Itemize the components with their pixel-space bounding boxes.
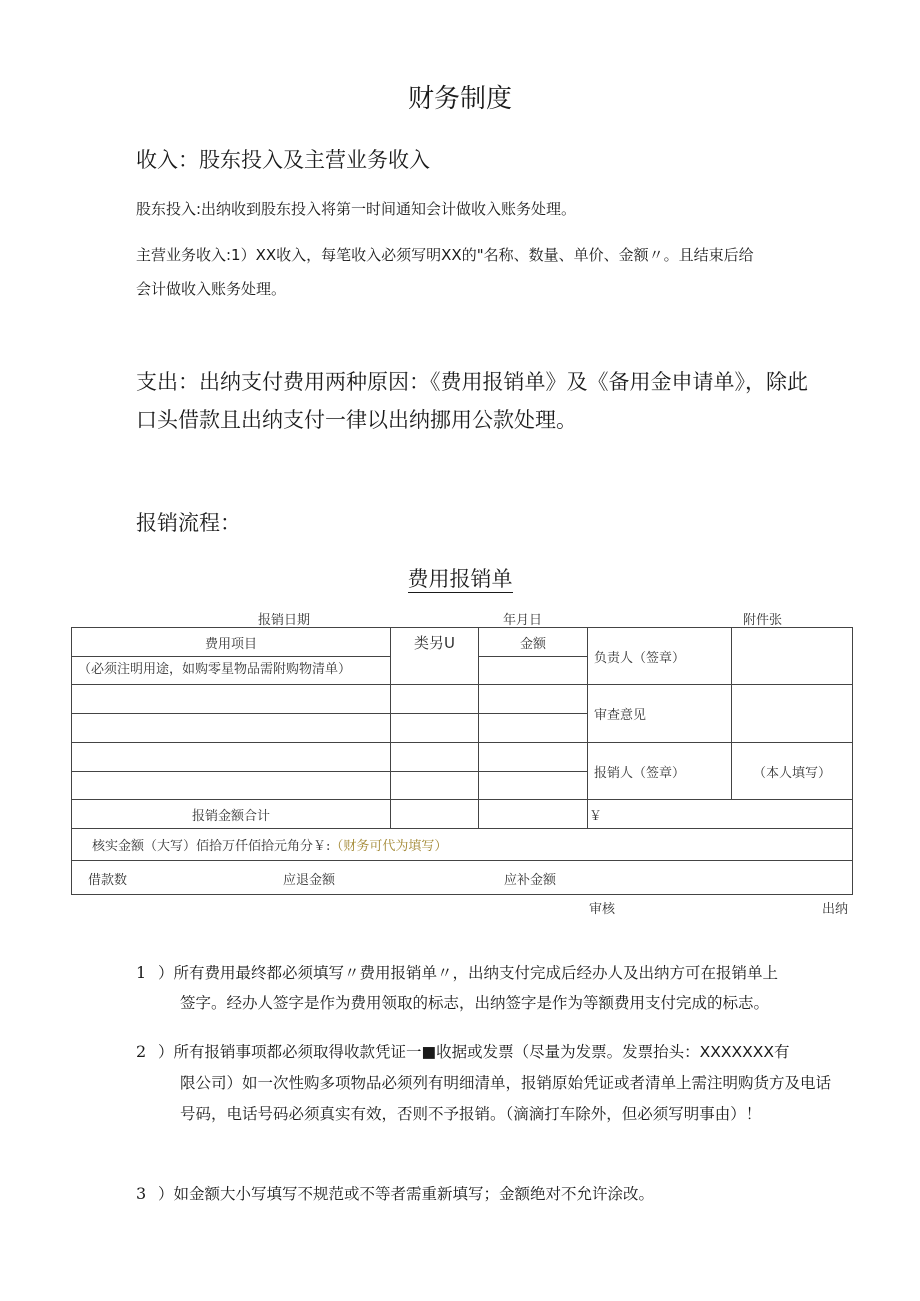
col-type-header: 类另U [391,628,479,685]
amount-cell[interactable] [479,685,588,714]
item-cell[interactable] [72,685,391,714]
income-paragraph-2-line-2: 会计做收入账务处理。 [136,280,287,298]
rule-2-line-1: ）所有报销事项都必须取得收款凭证一■收据或发票（尽量为发票。发票抬头：XXXXXXX有 [158,1043,790,1061]
rule-2-rest: 限公司）如一次性购多项物品必须列有明细清单，报销原始凭证或者清单上需注明购货方及电话号码，电话号码必须真实有效，否则不予报销。（滴滴打车除外，但必须写明事由）！ [180,1074,832,1123]
rule-3-line-1: ）如金额大小写填写不规范或不等者需重新填写；金额绝对不允许涂改。 [158,1185,655,1203]
cashier-label: 出纳 [822,902,849,917]
claimant-label: 报销人（签章） [588,743,732,800]
item-cell[interactable] [72,772,391,800]
rule-number: 3 [136,1184,147,1203]
form-title [0,563,920,593]
item-cell[interactable] [72,714,391,743]
rule-1-rest: 签字。经办人签字是作为费用领取的标志，出纳签字是作为等额费用支付完成的标志。 [180,994,770,1012]
col-amount-header: 金额 [479,628,588,657]
verify-note: （财务可代为填写） [330,839,448,854]
settlement-row [72,861,853,895]
amount-cell[interactable] [479,657,588,685]
header-date-label: 报销日期 [258,613,311,628]
expense-claim-form [71,627,853,895]
total-amount-cell[interactable] [479,800,588,829]
col-item-header: 费用项目 [72,628,391,657]
amount-cell[interactable] [479,743,588,772]
form-title-text: 费用报销单 [407,567,513,591]
amount-cell[interactable] [479,772,588,800]
page-title: 财务制度 [407,84,512,114]
flow-heading: 报销流程： [136,511,241,535]
review-opinion-cell[interactable] [732,685,853,743]
total-label: 报销金额合计 [72,800,391,829]
review-opinion-label: 审查意见 [588,685,732,743]
refund-label: 应退金额 [283,873,336,888]
rule-1-line-1: ）所有费用最终都必须填写〃费用报销单〃，出纳支付完成后经办人及出纳方可在报销单上 [158,964,779,982]
total-type-cell[interactable] [391,800,479,829]
income-paragraph-1: 股东投入:出纳收到股东投入将第一时间通知会计做收入账务处理。 [136,200,577,218]
expense-line-1: 支出：出纳支付费用两种原因：《费用报销单》及《备用金申请单》，除此 [136,370,808,394]
type-cell[interactable] [391,685,479,714]
header-ymd: 年月日 [503,613,543,628]
expense-line-2: 口头借款且出纳支付一律以出纳挪用公款处理。 [136,408,577,432]
loan-label: 借款数 [88,873,128,888]
verify-label: 核实金额（大写）佰拾万仟佰拾元角分￥: [92,839,331,854]
income-heading: 收入：股东投入及主营业务收入 [136,148,430,172]
total-yen: ￥ [588,800,853,829]
header-attachments: 附件张 [743,613,783,628]
rule-number: 2 [136,1042,147,1061]
type-cell[interactable] [391,772,479,800]
item-cell[interactable] [72,743,391,772]
responsible-person-label: 负责人（签章） [588,628,732,685]
self-fill-note: （本人填写） [732,743,853,800]
income-paragraph-2-line-1: 主营业务收入:1）XX收入，每笔收入必须写明XX的"名称、数量、单价、金额〃。且结束后给 [136,246,754,264]
amount-cell[interactable] [479,714,588,743]
type-cell[interactable] [391,743,479,772]
verify-row [72,829,853,861]
supplement-label: 应补金额 [504,873,557,888]
audit-label: 审核 [589,902,616,917]
responsible-person-cell[interactable] [732,628,853,685]
type-cell[interactable] [391,714,479,743]
col-item-note: （必须注明用途，如购零星物品需附购物清单） [72,657,391,685]
rule-number: 1 [136,963,147,982]
